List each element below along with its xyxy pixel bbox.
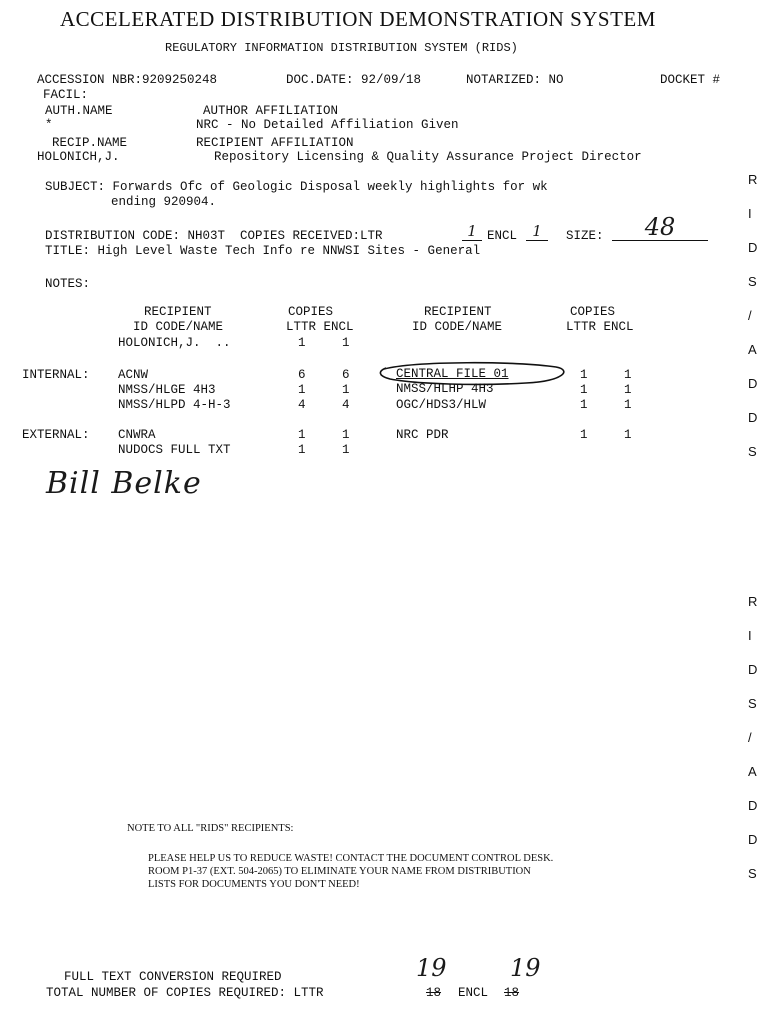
row-b-name: CENTRAL FILE 01	[396, 367, 509, 381]
footer-ltr-new: 19	[416, 954, 447, 982]
recipient-affiliation-label: RECIPIENT AFFILIATION	[196, 136, 354, 150]
auth-name-label: AUTH.NAME	[45, 104, 113, 118]
row-a-lttr: 4	[298, 398, 306, 412]
row-a-lttr: 1	[298, 336, 306, 350]
handwritten-signature: Bill Belke	[46, 466, 202, 501]
distribution-code: DISTRIBUTION CODE: NH03T COPIES RECEIVED:LTR	[45, 229, 383, 243]
row-a-lttr: 6	[298, 368, 306, 382]
row-a-name: HOLONICH,J. ..	[118, 336, 231, 350]
row-a-encl: 1	[342, 443, 350, 457]
row-b-encl: 1	[624, 383, 632, 397]
author-affiliation-label: AUTHOR AFFILIATION	[203, 104, 339, 118]
doc-date: DOC.DATE: 92/09/18	[286, 73, 422, 87]
notarized: NOTARIZED: NO	[466, 73, 564, 87]
margin-letter: A	[748, 342, 757, 357]
row-a-encl: 4	[342, 398, 350, 412]
subject-line-1: SUBJECT: Forwards Ofc of Geologic Disposal weekly highlights for wk	[45, 180, 548, 194]
row-b-encl: 1	[624, 368, 632, 382]
distribution-title: TITLE: High Level Waste Tech Info re NNWSI Sites - General	[45, 244, 481, 258]
margin-letter: D	[748, 798, 758, 813]
header-lttr-encl-a: LTTR ENCL	[286, 320, 354, 334]
header-id-code-b: ID CODE/NAME	[412, 320, 503, 334]
footer-total-copies: TOTAL NUMBER OF COPIES REQUIRED: LTTR	[46, 986, 324, 1000]
notice-heading: NOTE TO ALL "RIDS" RECIPIENTS:	[127, 823, 294, 834]
row-b-lttr: 1	[580, 398, 588, 412]
margin-letter: D	[748, 662, 758, 677]
docket: DOCKET #	[660, 73, 721, 87]
row-b-name: NRC PDR	[396, 428, 449, 442]
row-b-lttr: 1	[580, 383, 588, 397]
notice-line-1: PLEASE HELP US TO REDUCE WASTE! CONTACT THE DOCUMENT CONTROL DESK.	[148, 853, 554, 864]
author-name: *	[45, 118, 53, 132]
row-b-name: OGC/HDS3/HLW	[396, 398, 487, 412]
footer-conversion: FULL TEXT CONVERSION REQUIRED	[64, 970, 282, 984]
margin-letter: D	[748, 376, 758, 391]
margin-letter: S	[748, 274, 757, 289]
copies-received-encl: 1	[526, 222, 548, 241]
row-b-lttr: 1	[580, 428, 588, 442]
row-a-encl: 1	[342, 383, 350, 397]
recip-name-label: RECIP.NAME	[52, 136, 128, 150]
margin-letter: /	[748, 308, 752, 323]
header-recipient-a: RECIPIENT	[144, 305, 212, 319]
row-a-name: NMSS/HLPD 4-H-3	[118, 398, 231, 412]
section-internal: INTERNAL:	[22, 368, 90, 382]
margin-letter: A	[748, 764, 757, 779]
recipient-affiliation: Repository Licensing & Quality Assurance Project Director	[214, 150, 642, 164]
margin-letter: D	[748, 832, 758, 847]
size-label: SIZE:	[566, 229, 604, 243]
page-subtitle: REGULATORY INFORMATION DISTRIBUTION SYSTEM (RIDS)	[165, 41, 518, 55]
footer-encl-struck: 18	[504, 986, 520, 1000]
row-a-lttr: 1	[298, 428, 306, 442]
header-copies-b: COPIES	[570, 305, 616, 319]
header-lttr-encl-b: LTTR ENCL	[566, 320, 634, 334]
encl-label: ENCL	[487, 229, 518, 243]
header-copies-a: COPIES	[288, 305, 334, 319]
row-a-lttr: 1	[298, 383, 306, 397]
facil-label: FACIL:	[43, 88, 89, 102]
margin-letter: I	[748, 206, 752, 221]
footer-encl-label: ENCL	[458, 986, 489, 1000]
header-recipient-b: RECIPIENT	[424, 305, 492, 319]
page-title: ACCELERATED DISTRIBUTION DEMONSTRATION SYSTEM	[60, 7, 656, 31]
footer-ltr-struck: 18	[426, 986, 442, 1000]
margin-letter: R	[748, 172, 758, 187]
row-a-name: ACNW	[118, 368, 149, 382]
row-a-name: CNWRA	[118, 428, 156, 442]
margin-letter: S	[748, 444, 757, 459]
row-a-lttr: 1	[298, 443, 306, 457]
row-b-name: NMSS/HLHP 4H3	[396, 382, 494, 396]
row-a-encl: 6	[342, 368, 350, 382]
row-b-encl: 1	[624, 398, 632, 412]
recipient-name: HOLONICH,J.	[37, 150, 120, 164]
row-a-name: NUDOCS FULL TXT	[118, 443, 231, 457]
row-b-encl: 1	[624, 428, 632, 442]
header-id-code-a: ID CODE/NAME	[133, 320, 224, 334]
margin-letter: R	[748, 594, 758, 609]
margin-letter: D	[748, 240, 758, 255]
row-a-encl: 1	[342, 336, 350, 350]
section-external: EXTERNAL:	[22, 428, 90, 442]
row-a-encl: 1	[342, 428, 350, 442]
subject-line-2: ending 920904.	[111, 195, 217, 209]
accession-number: ACCESSION NBR:9209250248	[37, 73, 218, 87]
row-b-lttr: 1	[580, 368, 588, 382]
row-a-name: NMSS/HLGE 4H3	[118, 383, 216, 397]
margin-letter: S	[748, 866, 757, 881]
size-value: 48	[612, 214, 708, 241]
author-affiliation: NRC - No Detailed Affiliation Given	[196, 118, 459, 132]
margin-letter: D	[748, 410, 758, 425]
copies-received-ltr: 1	[462, 222, 482, 241]
margin-letter: I	[748, 628, 752, 643]
notice-line-3: LISTS FOR DOCUMENTS YOU DON'T NEED!	[148, 879, 360, 890]
margin-letter: S	[748, 696, 757, 711]
notice-line-2: ROOM P1-37 (EXT. 504-2065) TO ELIMINATE YOUR NAME FROM DISTRIBUTION	[148, 866, 531, 877]
margin-letter: /	[748, 730, 752, 745]
notes-label: NOTES:	[45, 277, 91, 291]
footer-encl-new: 19	[510, 954, 541, 982]
